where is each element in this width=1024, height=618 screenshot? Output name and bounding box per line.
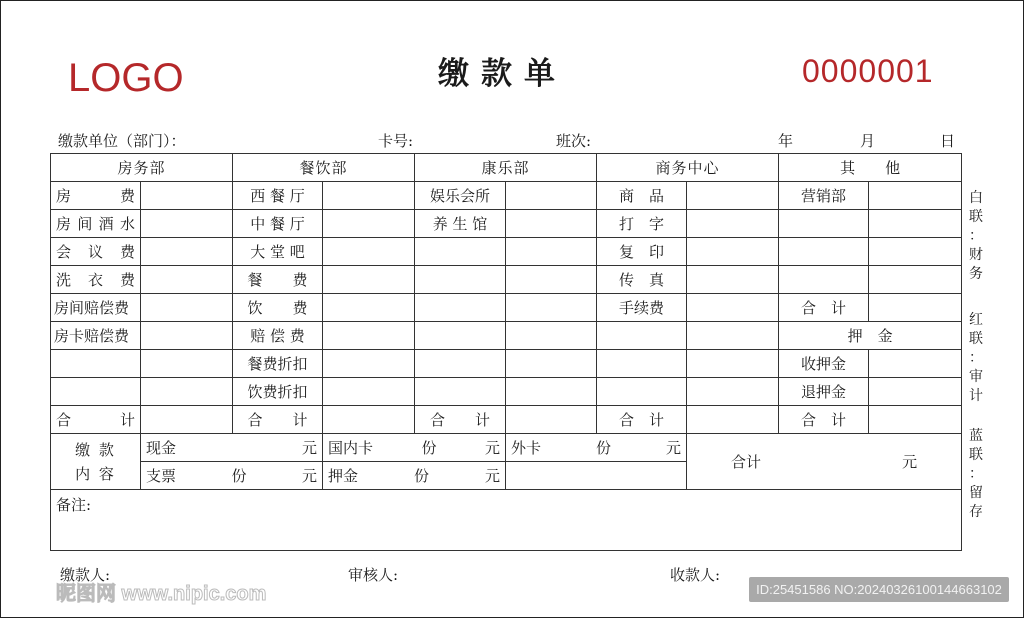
- amount-cell[interactable]: [323, 350, 415, 378]
- item-label: 复 印: [597, 238, 687, 266]
- domestic-card-unit: 元: [485, 439, 501, 457]
- card-number-label: 卡号:: [378, 132, 414, 150]
- amount-cell[interactable]: [323, 238, 415, 266]
- subtotal-cell[interactable]: [506, 406, 597, 434]
- copy-char: 联: [969, 447, 983, 463]
- subtotal-cell[interactable]: [141, 406, 233, 434]
- amount-cell[interactable]: [506, 238, 597, 266]
- foreign-card-label: 外卡: [511, 439, 542, 457]
- copy-label-blue: [968, 427, 984, 522]
- item-label: [779, 238, 869, 266]
- amount-cell[interactable]: [323, 322, 415, 350]
- cash-label: 现金: [146, 439, 177, 457]
- subtotal-cell[interactable]: [687, 406, 779, 434]
- amount-cell[interactable]: [869, 182, 962, 210]
- copy-char: 计: [969, 388, 983, 404]
- unit-label: 缴款单位（部门）：: [58, 132, 186, 150]
- cheque-label: 支票: [146, 467, 177, 485]
- item-label: 餐 费: [233, 266, 323, 294]
- item-label: [415, 238, 506, 266]
- payment-row-1: [51, 434, 962, 462]
- subtotal-label: 合 计: [415, 406, 506, 434]
- item-label: 餐费折扣: [233, 350, 323, 378]
- table-row: [51, 238, 962, 266]
- copy-char: ：: [969, 466, 983, 482]
- item-label: 中 餐 厅: [233, 210, 323, 238]
- cash-field[interactable]: [141, 434, 323, 462]
- payment-total-label: 合计: [731, 453, 762, 471]
- copy-char: 白: [969, 190, 983, 206]
- amount-cell[interactable]: [687, 238, 779, 266]
- copy-char: 财: [969, 247, 983, 263]
- amount-cell[interactable]: [687, 322, 779, 350]
- item-label: [51, 350, 141, 378]
- amount-cell[interactable]: [141, 182, 233, 210]
- amount-cell[interactable]: [687, 210, 779, 238]
- deposit-received-label: 收押金: [779, 350, 869, 378]
- item-label: 养 生 馆: [415, 210, 506, 238]
- deposit-unit: 元: [485, 467, 501, 485]
- dept-other: 其 他: [779, 154, 962, 182]
- foreign-card-count-unit: 份: [596, 439, 612, 457]
- remarks-row: [51, 490, 962, 551]
- amount-cell[interactable]: [323, 210, 415, 238]
- item-label: 饮 费: [233, 294, 323, 322]
- item-label: 娱乐会所: [415, 182, 506, 210]
- table-row: [51, 182, 962, 210]
- deposit-header: 押 金: [779, 322, 962, 350]
- foreign-card-unit: 元: [666, 439, 682, 457]
- cash-unit: 元: [302, 439, 318, 457]
- payment-total-field[interactable]: [687, 434, 962, 490]
- item-label: 房卡赔偿费: [51, 322, 141, 350]
- item-label: 手续费: [597, 294, 687, 322]
- domestic-card-count-unit: 份: [421, 439, 437, 457]
- copy-char: 务: [969, 266, 983, 282]
- amount-cell[interactable]: [506, 182, 597, 210]
- subtotal-label: 合 计: [779, 406, 869, 434]
- month-label: 月: [860, 132, 876, 150]
- subtotal-cell[interactable]: [869, 406, 962, 434]
- deposit-label: 押金: [328, 467, 359, 485]
- amount-cell[interactable]: [687, 350, 779, 378]
- watermark-logo: 昵图网 www.nipic.com: [56, 583, 267, 605]
- item-label: [779, 210, 869, 238]
- item-label: [415, 378, 506, 406]
- cheque-field[interactable]: [141, 462, 323, 490]
- amount-cell[interactable]: [141, 322, 233, 350]
- copy-char: 留: [969, 485, 983, 501]
- amount-cell[interactable]: [869, 378, 962, 406]
- logo: LOGO: [68, 56, 184, 100]
- cheque-count-unit: 份: [231, 467, 247, 485]
- table-row: [51, 378, 962, 406]
- item-label: 西 餐 厅: [233, 182, 323, 210]
- copy-char: 红: [969, 312, 983, 328]
- table-row: [51, 350, 962, 378]
- foreign-card-field[interactable]: [506, 434, 687, 462]
- domestic-card-label: 国内卡: [328, 439, 374, 457]
- dept-business-center: 商务中心: [597, 154, 779, 182]
- copy-char: 联: [969, 209, 983, 225]
- item-label: 饮费折扣: [233, 378, 323, 406]
- item-label: [597, 350, 687, 378]
- item-label: [415, 322, 506, 350]
- dept-recreation: 康乐部: [415, 154, 597, 182]
- amount-cell[interactable]: [687, 266, 779, 294]
- copy-char: 蓝: [969, 428, 983, 444]
- item-label: [415, 294, 506, 322]
- payer-label: 缴款人:: [60, 566, 111, 584]
- item-label: 商 品: [597, 182, 687, 210]
- amount-cell[interactable]: [869, 294, 962, 322]
- copy-label-white: [968, 189, 984, 284]
- blank-payment-field[interactable]: [506, 462, 687, 490]
- amount-cell[interactable]: [141, 378, 233, 406]
- deposit-refund-label: 退押金: [779, 378, 869, 406]
- department-header-row: [51, 154, 962, 182]
- subtotal-label: 合 计: [597, 406, 687, 434]
- table-row: [51, 322, 962, 350]
- dept-food-beverage: 餐饮部: [233, 154, 415, 182]
- subtotal-cell[interactable]: [323, 406, 415, 434]
- amount-cell[interactable]: [506, 378, 597, 406]
- copy-char: 审: [969, 369, 983, 385]
- amount-cell[interactable]: [506, 294, 597, 322]
- item-label: 赔 偿 费: [233, 322, 323, 350]
- amount-cell[interactable]: [869, 266, 962, 294]
- item-label: 洗 衣 费: [51, 266, 141, 294]
- payment-total-unit: 元: [902, 453, 918, 471]
- amount-cell[interactable]: [141, 350, 233, 378]
- amount-cell[interactable]: [687, 294, 779, 322]
- item-label: [597, 322, 687, 350]
- id-badge: ID:25451586 NO:20240326100144663102: [749, 577, 1009, 602]
- amount-cell[interactable]: [323, 266, 415, 294]
- domestic-card-field[interactable]: [323, 434, 506, 462]
- table-row: [51, 294, 962, 322]
- copy-label-red: [968, 311, 984, 406]
- amount-cell[interactable]: [141, 294, 233, 322]
- serial-number: 0000001: [802, 53, 934, 89]
- subtotal-label: 合 计: [233, 406, 323, 434]
- receiver-label: 收款人:: [670, 566, 721, 584]
- amount-cell[interactable]: [141, 238, 233, 266]
- item-label: 房间酒水: [51, 210, 141, 238]
- copy-char: 联: [969, 331, 983, 347]
- amount-cell[interactable]: [506, 322, 597, 350]
- amount-cell[interactable]: [506, 210, 597, 238]
- copy-char: 存: [969, 504, 983, 520]
- reviewer-label: 审核人:: [348, 566, 399, 584]
- amount-cell[interactable]: [323, 182, 415, 210]
- amount-cell[interactable]: [869, 238, 962, 266]
- amount-cell[interactable]: [141, 210, 233, 238]
- item-label: 大 堂 吧: [233, 238, 323, 266]
- item-label: [415, 266, 506, 294]
- item-label: 会 议 费: [51, 238, 141, 266]
- deposit-count-unit: 份: [414, 467, 430, 485]
- remarks-field[interactable]: [51, 490, 962, 551]
- totals-row: [51, 406, 962, 434]
- amount-cell[interactable]: [506, 350, 597, 378]
- payment-content-label: [51, 434, 141, 490]
- amount-cell[interactable]: [506, 266, 597, 294]
- item-label: 打 字: [597, 210, 687, 238]
- day-label: 日: [940, 132, 956, 150]
- amount-cell[interactable]: [141, 266, 233, 294]
- payment-label-line2: 内 容: [75, 464, 116, 483]
- item-label: [597, 378, 687, 406]
- copy-char: ：: [969, 228, 983, 244]
- amount-cell[interactable]: [687, 378, 779, 406]
- payment-label-line1: 缴 款: [75, 440, 116, 459]
- payment-form-table: [50, 153, 962, 551]
- item-label: 营销部: [779, 182, 869, 210]
- other-subtotal-label: 合 计: [779, 294, 869, 322]
- item-label: 房 费: [51, 182, 141, 210]
- item-label: 传 真: [597, 266, 687, 294]
- item-label: [415, 350, 506, 378]
- item-label: [779, 266, 869, 294]
- cheque-unit: 元: [302, 467, 318, 485]
- amount-cell[interactable]: [869, 350, 962, 378]
- deposit-field[interactable]: [323, 462, 506, 490]
- table-row: [51, 210, 962, 238]
- table-row: [51, 266, 962, 294]
- amount-cell[interactable]: [869, 210, 962, 238]
- item-label: [51, 378, 141, 406]
- amount-cell[interactable]: [323, 378, 415, 406]
- remarks-label: 备注:: [56, 496, 92, 514]
- amount-cell[interactable]: [687, 182, 779, 210]
- amount-cell[interactable]: [323, 294, 415, 322]
- item-label: 房间赔偿费: [51, 294, 141, 322]
- copy-char: ：: [969, 350, 983, 366]
- subtotal-label: 合 计: [51, 406, 141, 434]
- shift-label: 班次:: [556, 132, 592, 150]
- year-label: 年: [778, 132, 794, 150]
- dept-rooms: 房务部: [51, 154, 233, 182]
- page-title: 缴款单: [438, 56, 567, 92]
